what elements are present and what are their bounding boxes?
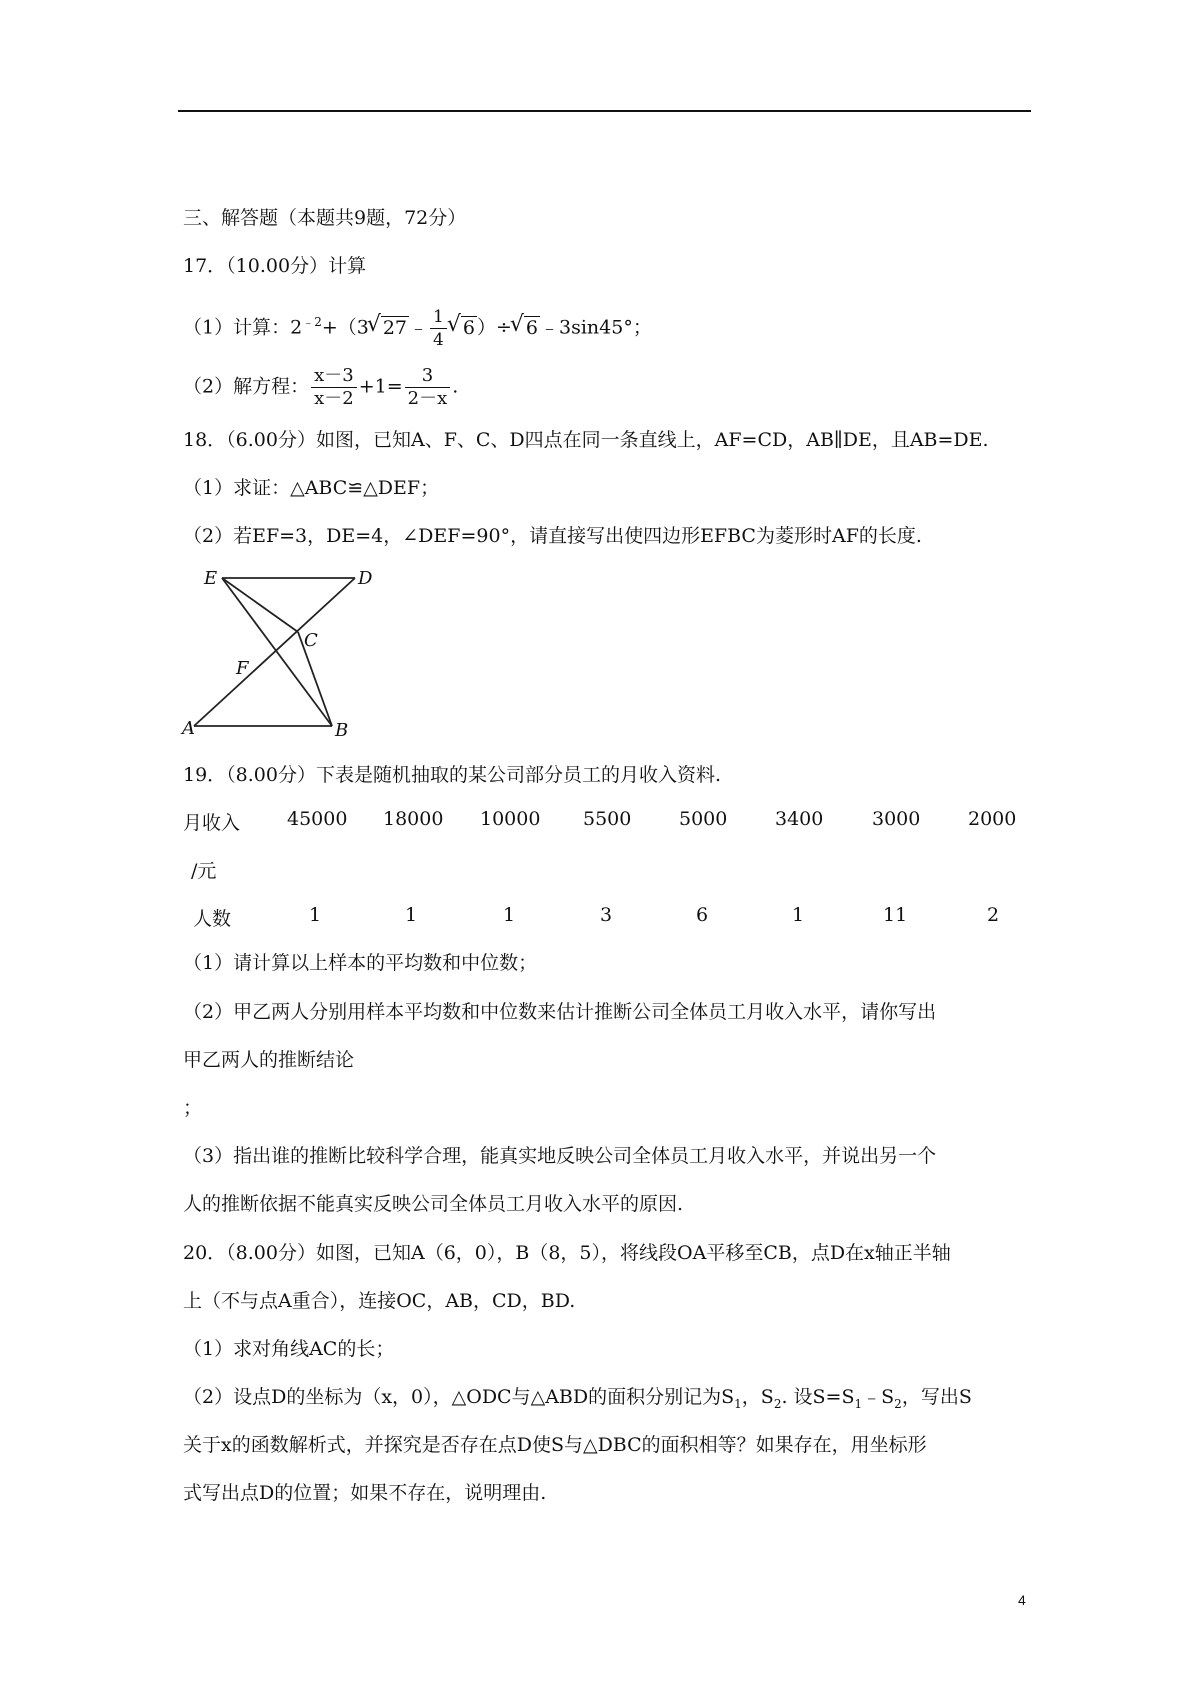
q20-heading-line1: 20．（8.00分）如图，已知A（6，0），B（8，5），将线段OA平移至CB，点D在x轴正半轴 (183, 1242, 951, 1264)
sqrt-6-a: √ 6 (449, 315, 477, 341)
table-header-income: 月收入 (183, 812, 241, 834)
table-cell: 6 (696, 904, 709, 926)
q19-part3-line1: （3）指出谁的推断比较科学合理，能真实地反映公司全体员工月收入水平，并说出另一个 (183, 1145, 937, 1167)
segment-EC (222, 578, 298, 632)
q17-minus: ﹣ (409, 316, 429, 339)
fraction-one-quarter: $\frac{1}{4}$ (430, 306, 447, 351)
subscript: 1 (734, 1396, 742, 1411)
q20-part2-line1 (183, 1384, 972, 1417)
table-cell: 3400 (775, 808, 824, 830)
q18-part2: （2）若EF=3，DE=4，∠DEF=90°，请直接写出使四边形EFBC为菱形时AF的长度. (183, 525, 922, 547)
page-number: 4 (1018, 1592, 1026, 1608)
header-rule (178, 110, 1031, 112)
q19-part1: （1）请计算以上样本的平均数和中位数； (183, 952, 538, 974)
table-header-income-unit: /元 (191, 860, 217, 882)
q17-part2-prefix: （2）解方程： (183, 375, 310, 398)
table-cell: 1 (503, 904, 516, 926)
q20-text: ﹣S (862, 1386, 895, 1408)
table-cell: 1 (309, 904, 322, 926)
q19-part3-line2: 人的推断依据不能真实反映公司全体员工月收入水平的原因. (183, 1193, 684, 1215)
fraction-left: $\frac{x-3}{x-2}$ (311, 365, 357, 410)
q18-heading: 18．（6.00分）如图，已知A、F、C、D四点在同一条直线上，AF=CD，AB∥DE，且AB=DE. (183, 429, 989, 451)
subscript: 2 (894, 1396, 902, 1411)
table-header-count: 人数 (193, 908, 232, 930)
q17-open: +（3 (321, 316, 369, 339)
label-B: B (335, 720, 349, 740)
q17-eq-end: . (452, 375, 459, 398)
q18-part1: （1）求证：△ABC≌△DEF； (183, 477, 440, 499)
table-cell: 45000 (287, 808, 348, 830)
q17-part2 (183, 365, 458, 410)
q19-part2-line1: （2）甲乙两人分别用样本平均数和中位数来估计推断公司全体员工月收入水平，请你写出 (183, 1001, 937, 1023)
table-cell: 5000 (679, 808, 728, 830)
sqrt-27: √ 27 (369, 315, 409, 341)
table-cell: 2 (987, 904, 1000, 926)
q20-part2-line3: 式写出点D的位置；如果不存在，说明理由. (183, 1482, 547, 1504)
table-cell: 10000 (480, 808, 541, 830)
q17-tail: ﹣3sin45°； (539, 316, 652, 339)
table-cell: 3 (600, 904, 613, 926)
table-cell: 3000 (872, 808, 921, 830)
q17-part1 (183, 306, 652, 351)
fraction-right: $\frac{3}{2-x}$ (405, 365, 451, 410)
table-cell: 11 (883, 904, 908, 926)
segment-EB (222, 578, 332, 726)
q17-part1-prefix: （1）计算： (183, 316, 291, 339)
q20-text: . 设S=S (781, 1386, 855, 1408)
q19-part2-line3: ； (183, 1097, 203, 1119)
q17-heading: 17．（10.00分）计算 (183, 255, 367, 277)
q20-heading-line2: 上（不与点A重合），连接OC，AB，CD，BD. (183, 1290, 576, 1312)
q20-text: ，S (741, 1386, 774, 1408)
table-cell: 18000 (383, 808, 444, 830)
q17-exponent: ﹣2 (302, 315, 322, 330)
subscript: 2 (773, 1396, 782, 1411)
q20-part1: （1）求对角线AC的长； (183, 1338, 395, 1360)
table-cell: 2000 (968, 808, 1017, 830)
table-cell: 5500 (583, 808, 632, 830)
q19-part2-line2: 甲乙两人的推断结论 (183, 1049, 355, 1071)
q19-heading: 19．（8.00分）下表是随机抽取的某公司部分员工的月收入资料. (183, 764, 722, 786)
table-cell: 1 (405, 904, 418, 926)
label-C: C (304, 630, 318, 651)
section-title: 三、解答题（本题共9题，72分） (183, 207, 467, 229)
q20-part2-line2: 关于x的函数解析式，并探究是否存在点D使S与△DBC的面积相等？如果存在，用坐标形 (183, 1434, 927, 1456)
subscript: 1 (854, 1396, 863, 1411)
sqrt-6-b: √ 6 (512, 315, 540, 341)
q17-eq-mid: +1= (358, 375, 403, 398)
geometry-figure (180, 562, 380, 740)
q20-text: ，写出S (901, 1386, 972, 1408)
label-F: F (236, 658, 249, 679)
table-cell: 1 (792, 904, 805, 926)
q20-text: （2）设点D的坐标为（x，0），△ODC与△ABD的面积分别记为S (183, 1386, 735, 1408)
q17-divide: ）÷ (476, 316, 512, 339)
label-E: E (204, 568, 218, 589)
label-A: A (182, 718, 195, 739)
q17-base: 2 (290, 316, 303, 339)
label-D: D (358, 568, 373, 589)
segment-DA (194, 578, 355, 726)
